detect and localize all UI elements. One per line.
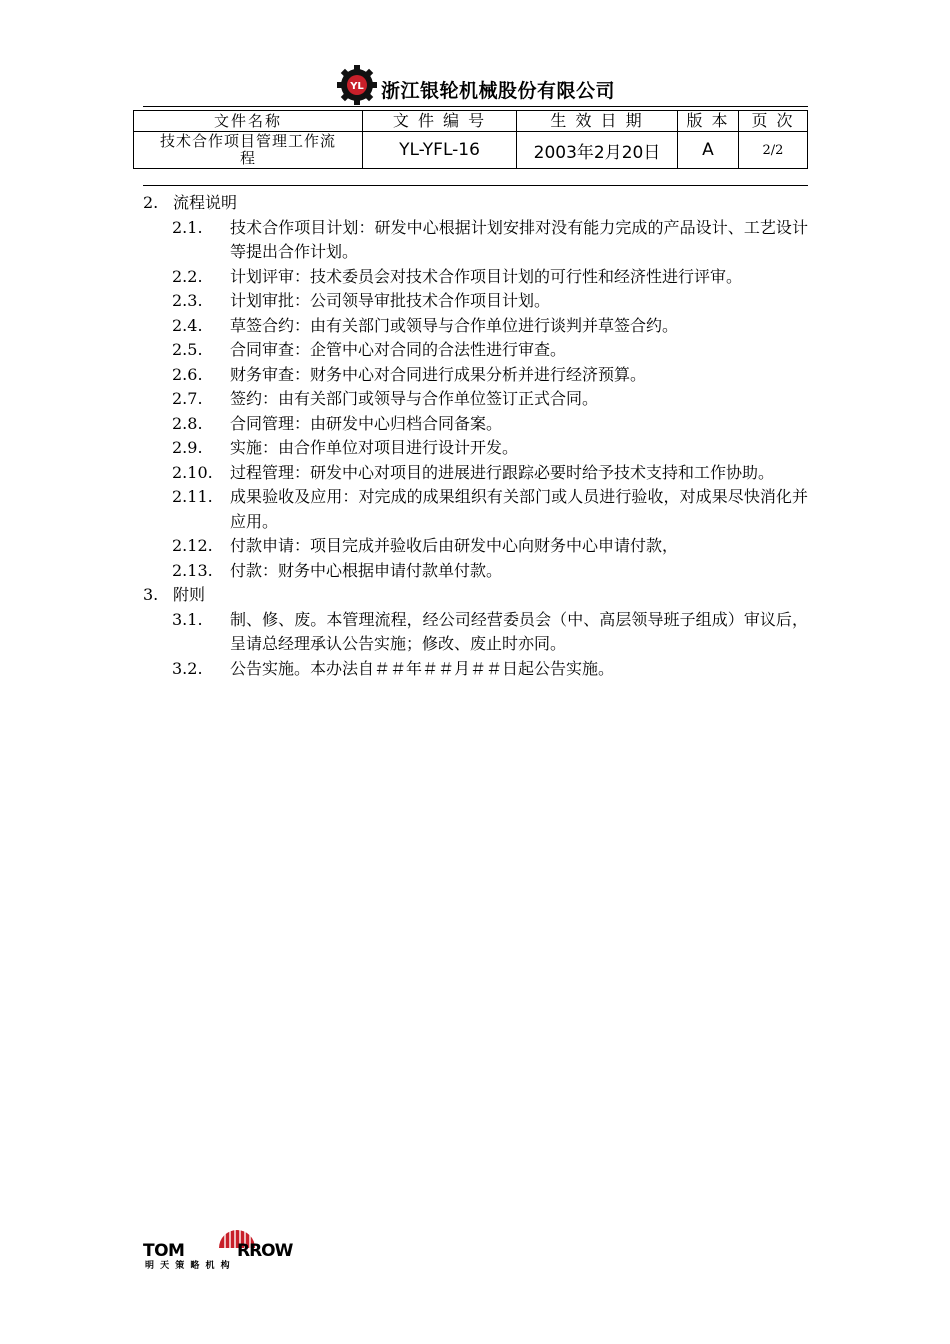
header-top-line [143,106,808,107]
list-item [143,608,808,657]
section-title: 附则 [173,585,206,604]
col-doc-name-header: 文件名称 [134,111,363,132]
item-number: 2.6. [172,364,203,384]
item-number: 2.3. [172,291,203,310]
doc-name-line2: 程 [239,149,256,167]
svg-text:YL: YL [350,81,364,92]
svg-text:RROW: RROW [237,1241,293,1261]
list-item [143,657,808,682]
item-text: 过程管理：研发中心对项目的进展进行跟踪必要时给予技术支持和工作协助。 [230,462,775,482]
item-number: 2.1. [172,217,203,237]
list-item [143,363,808,388]
item-number: 2.10. [172,462,213,482]
company-name: 浙江银轮机械股份有限公司 [380,79,615,102]
list-item [143,289,808,314]
doc-name-line1: 技术合作项目管理工作流 [159,132,336,150]
col-doc-number-header: 文 件 编 号 [363,111,517,132]
effective-date-cell: 2003年2月20日 [517,132,678,169]
item-text: 草签合约：由有关部门或领导与合作单位进行谈判并草签合约。 [230,315,679,335]
item-number: 2.8. [172,413,203,433]
item-number: 2.11. [172,487,213,506]
item-text: 技术合作项目计划：研发中心根据计划安排对没有能力完成的产品设计、工艺设计等提出合作计划。 [230,217,808,261]
col-version-header: 版 本 [678,111,739,132]
section-title: 流程说明 [173,193,238,212]
list-item [143,314,808,339]
doc-name-cell [134,132,363,169]
list-item [143,436,808,461]
section-heading [143,191,808,216]
item-number: 2.13. [172,560,213,580]
list-item [143,265,808,290]
item-text: 计划评审：技术委员会对技术合作项目计划的可行性和经济性进行评审。 [230,266,743,286]
item-number: 2.9. [172,438,203,457]
header-bottom-rule [143,185,808,186]
list-item [143,461,808,486]
item-text: 签约：由有关部门或领导与合作单位签订正式合同。 [230,389,599,408]
item-number: 2.7. [172,389,203,408]
list-item [143,559,808,584]
list-item [143,387,808,412]
list-item [143,216,808,265]
list-item [143,485,808,534]
list-item [143,412,808,437]
tomorrow-footer-logo-icon [143,1214,303,1270]
svg-text:明 天 策 略 机 构: 明 天 策 略 机 构 [145,1261,232,1270]
section-number: 2. [143,193,159,212]
company-header [0,72,950,106]
document-body [143,191,808,681]
item-text: 公告实施。本办法自＃＃年＃＃月＃＃日起公告实施。 [230,658,615,678]
company-gear-logo-icon [335,63,379,107]
section-number: 3. [143,585,159,604]
item-number: 2.2. [172,266,203,286]
svg-text:TOM: TOM [143,1241,185,1261]
item-number: 2.5. [172,340,203,359]
item-text: 合同管理：由研发中心归档合同备案。 [230,413,503,433]
list-item [143,534,808,559]
list-item [143,338,808,363]
item-number: 3.2. [172,658,203,678]
item-text: 实施：由合作单位对项目进行设计开发。 [230,438,519,457]
item-number: 3.1. [172,609,203,629]
item-number: 2.12. [172,536,213,555]
version-cell: A [678,132,739,169]
item-text: 付款申请：项目完成并验收后由研发中心向财务中心申请付款， [230,536,679,555]
table-header-row [134,111,808,132]
item-text: 制、修、废。本管理流程，经公司经营委员会（中、高层领导班子组成）审议后，呈请总经理承认公告实施；修改、废止时亦同。 [230,609,808,653]
item-text: 计划审批：公司领导审批技术合作项目计划。 [230,291,551,310]
page-cell: 2/2 [739,132,808,169]
document-info-table [133,110,808,169]
section-heading [143,583,808,608]
item-number: 2.4. [172,315,203,335]
doc-number-cell: YL-YFL-16 [363,132,517,169]
col-effective-date-header: 生 效 日 期 [517,111,678,132]
item-text: 付款：财务中心根据申请付款单付款。 [230,560,503,580]
item-text: 成果验收及应用：对完成的成果组织有关部门或人员进行验收，对成果尽快消化并应用。 [230,487,808,531]
col-page-header: 页 次 [739,111,808,132]
item-text: 财务审查：财务中心对合同进行成果分析并进行经济预算。 [230,364,647,384]
table-value-row [134,132,808,169]
item-text: 合同审查：企管中心对合同的合法性进行审查。 [230,340,567,359]
